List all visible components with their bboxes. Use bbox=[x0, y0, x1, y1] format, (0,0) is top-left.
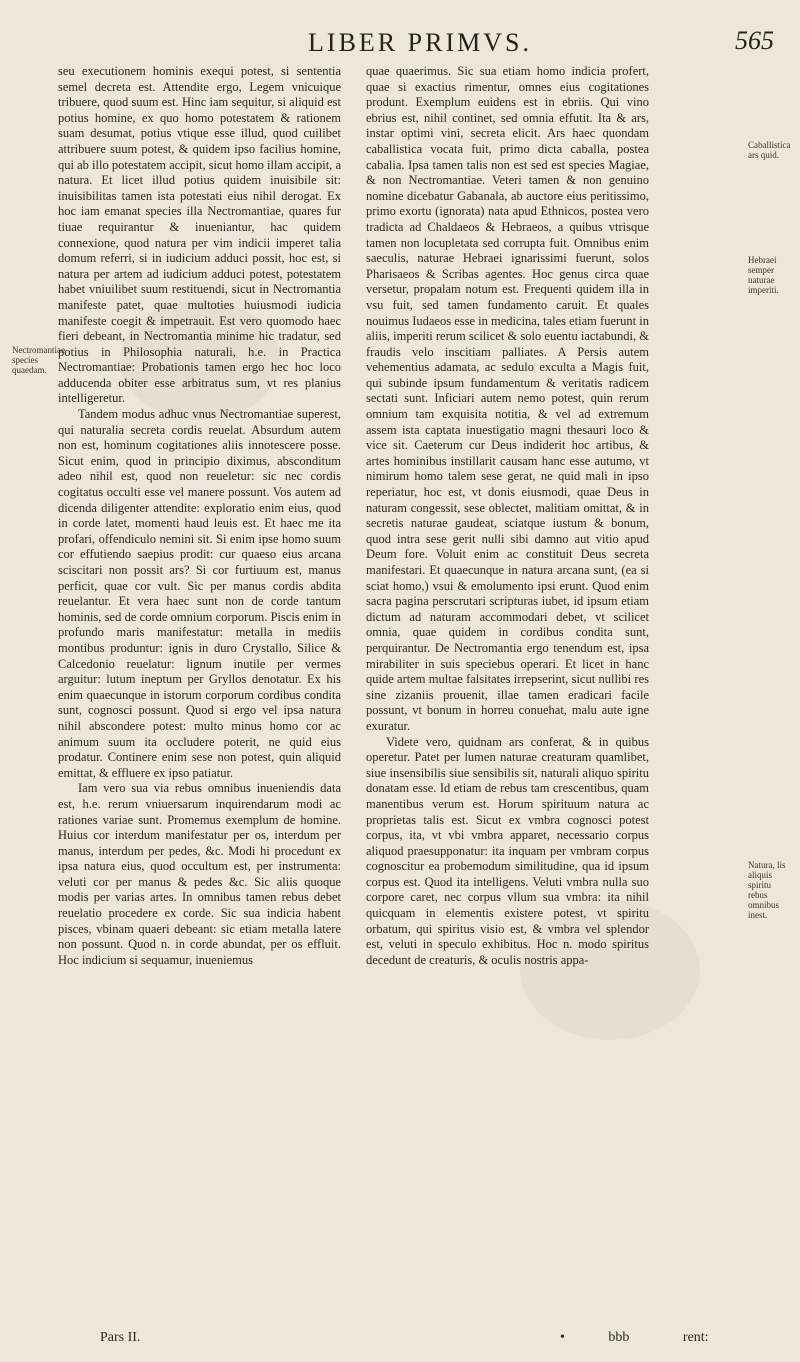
running-head: LIBER PRIMVS. bbox=[308, 28, 532, 57]
signature-mark: bbb bbox=[608, 1330, 630, 1345]
right-column bbox=[366, 64, 649, 968]
page-footer bbox=[560, 1330, 800, 1346]
margin-note: Natura, lis aliquis spiritu rebus omnibus inest. bbox=[748, 860, 786, 920]
margin-note: Nectromantiae species quaedam. bbox=[12, 345, 65, 375]
sig-mark: • bbox=[560, 1330, 565, 1345]
paragraph: Tandem modus adhuc vnus Nectromantiae superest, qui naturalia secreta cordis reuelat. Absurdum autem non est, hominum cogitationes aliis innotescere posse. Sicut enim, quod in principio diximus, absconditum adeo nihil est, quod non reueletur: sic nec cordis cogitatus occulti esse vel manere possunt. Vos autem ad dicenda diligenter attendite: exploratio enim eius, quod in corde latet, momenti haud leuis est. Et haec me ita profari, offendiculo nemini sit. Si enim ipse homo suum cor effutiendo saepius prodit: cur quaeso eius arcana sciscitari non possit ars? Si cor furtiuum est, manus perficit, quae cor vult. Sic per manus cordis abdita reuelantur. Et vera haec sunt non de corde tantum hominis, sed de corde omnium corporum. Piscis enim in profundo maris manifestatur: metalla in mediis montibus produntur: ignis in duro Crystallo, Silice & Calcedonio reuelatur: lignum inutile per vermes arguitur: lutum ineptum per Gryllos denotatur. Ex his enim quaecunque in istorum corporum cordibus condita sunt, cognosci possunt. Quod si ergo vel ipsa natura nihil abscondere potest: multo minus homo cor ac animum suum ita occludere poterit, ne quid eius prodatur. Continere enim sese non potest, quin aliquid emittat, & effluere ex ipso patiatur. bbox=[58, 407, 341, 780]
margin-note: Hebraei semper naturae imperiti. bbox=[748, 255, 779, 295]
paragraph: quae quaerimus. Sic sua etiam homo indicia profert, quae si exactius rimentur, omnes eius cogitationes produnt. Exemplum euidens est in ebriis. Qui vino ebrius est, nihil continet, sed omnia effutit. Ita & ars, instar optimi vini, secreta elicit. Ars haec quondam caballistica vocata fuit, primo dicta caballa, postea cabalia. Ipsa tamen talis non est sed est species Magiae, & non Nectromantiae. Veteri tamen & non genuino nomine dicebatur Gabanala, ab auctore eius peritissimo, primo exortu (ignorata) nata apud Ethnicos, postea vero tradicta ad Chaldaeos & Hebraeos, a quibus vtrisque tamen non locupletata sed corrupta fuit. Omnibus enim saeculis, naturae Hebraei ignarissimi fuerunt, solos Pharisaeos & Scribas agentes. Hoc genus circa quae versetur, propalam notum est. Frequenti quidem illa in vsu fuit, sed tamen fundamento caruit. Et quales nouimus Iudaeos esse in medicina, tales etiam fuerunt in aliis, imperiti rerum scilicet & solo euentu iactabundi, & fraudis velo inscitiam palliates. A Persis autem vehementius adamata, ac sedulo exculta a Magis fuit, qui subinde ipsum fundamentum & veritatis radicem sectati sunt. Inficiari autem nemo potest, quin rerum omnium tam exquisita notitia, & vel ad extremum assem ista captata inuestigatio magni thesauri loco & vice sit. Caeterum cur Deus indiderit hoc artibus, & artes hominibus instillarit causam hanc esse autumo, vt nimirum homo talem sese gerat, ne quid mali in ipso reperiatur, hoc est, vt donis eiusmodi, quae Deus in naturam congessit, sese oblectet, malitiam omittat, & in secretis naturae gaudeat, sciatque iustum & bonum, quod intra sese gerit nulli sibi damno aut vitio apud Deum fore. Voluit enim ac constituit Deus secreta manifestari. Et quaecunque in natura arcana sunt, (ea si sciat homo,) vsui & emolumento ipsi erunt. Quod enim sacra pagina perscrutari scripturas iubet, id ipsum etiam dictum ad naturam accommodari debet, vt scilicet omnia, quae quidem in cordibus condita sunt, perquirantur. De Nectromantia ergo tenendum est, ipsa mirabiliter in suis speciebus operari. Et licet in hanc quide artem multae falsitates irrepserint, sicut nullibi res sine zizaniis prouenit, illae tamen eradicari facile possunt, vt bonum in horreu conuehat, malu aute igne exuratur. bbox=[366, 64, 649, 733]
page-header bbox=[60, 24, 780, 68]
paragraph: seu executionem hominis exequi potest, si sententia semel decreta est. Attendite ergo, Legem vnicuique tribuere, quod suum est. Hinc iam sequitur, si aliquid est potius homine, ex quo homo potestatem & rationem suam desumat, potius vtique esse illud, quod cuilibet attribuere suum potest, & quidem ipso facilius homine, qui ab illo potestatem accipit, sicut homo illam accipit, a natura. Et licet illud potius quidem inuisibile sit: inuisibilitas tamen ista potestati eius nihil derogat. Ex hoc iam emanat species illa Nectromantiae, quares fur tiuae requirantur & inueniantur, hac quidem connexione, quod natura per vim indicii imperet talia domum referri, si in iudicium adduci possit, hoc est, si natura per artem ad iudicium adduci potest, potestatem habet vniuilibet suum restituendi, sicut in Nectromantia manifeste patet, quae multoties huiusmodi iudicia manifeste coegit & impetrauit. Est vero quomodo haec fieri debeant, in Nectromantia minime hic tradatur, sed potius in Philosophia naturali, h.e. in Practica Nectromantiae: Probationis tamen ergo hec hoc loco adducenda obiter esse arbitratus sum, vt res planius intelligeretur. bbox=[58, 64, 341, 406]
catchword: rent: bbox=[682, 1330, 709, 1345]
paragraph: Videte vero, quidnam ars conferat, & in quibus operetur. Patet per lumen naturae creaturam quamlibet, siue insensibilis siue sensibilis sit, naturali aliquo spiritu donatam esse. Id etiam de rebus tam crescentibus, quam manentibus verum est. Horum spirituum natura ac proprietas talis est. Sicut ex vmbra cognosci potest corpus, ita, vt vbi vmbra apparet, necessario corpus aliquod praesupponatur: ita inquam per vmbram corpus cognoscitur ea probemodum similitudine, qua id ipsum corpus est. Quod ita intelligens. Veluti vmbra nulla suo corpore caret, nec corpus vllum sua vmbra: ita nihil quicquam in elementis existere potest, vt spiritu orbatum, qui spiritus visio est, & vmbra vel splendor est, veluti in speculo exhibitus. Hoc n. modo spiritus decedunt de creaturis, & oculis nostris appa- bbox=[366, 734, 649, 967]
left-column bbox=[58, 64, 341, 968]
page-number: 565 bbox=[735, 26, 774, 55]
margin-note: Caballistica ars quid. bbox=[748, 140, 791, 160]
signature-line: Pars II. bbox=[100, 1330, 141, 1345]
paragraph: Iam vero sua via rebus omnibus inueniendis data est, h.e. rerum vniuersarum inquirendarum modi ac rationes variae sunt. Promemus exemplum de homine. Huius cor interdum manifestatur per os, interdum per manus, interdum per pedes, &c. Modi hi procedunt ex ipsa natura eius, quod occultum est, per instrumenta: veluti cor per manus & pedes &c. Sic aliis quoque modis per varias artes. In omnibus tamen rebus debet reuelatio procedere ex corde. Sic sua indicia habent pisces, vbinam quaeri debeant: sic etiam metalla latere non possunt. Quod n. in corde abundat, per os effluit. Hoc indicium si sequamur, inueniemus bbox=[58, 781, 341, 967]
